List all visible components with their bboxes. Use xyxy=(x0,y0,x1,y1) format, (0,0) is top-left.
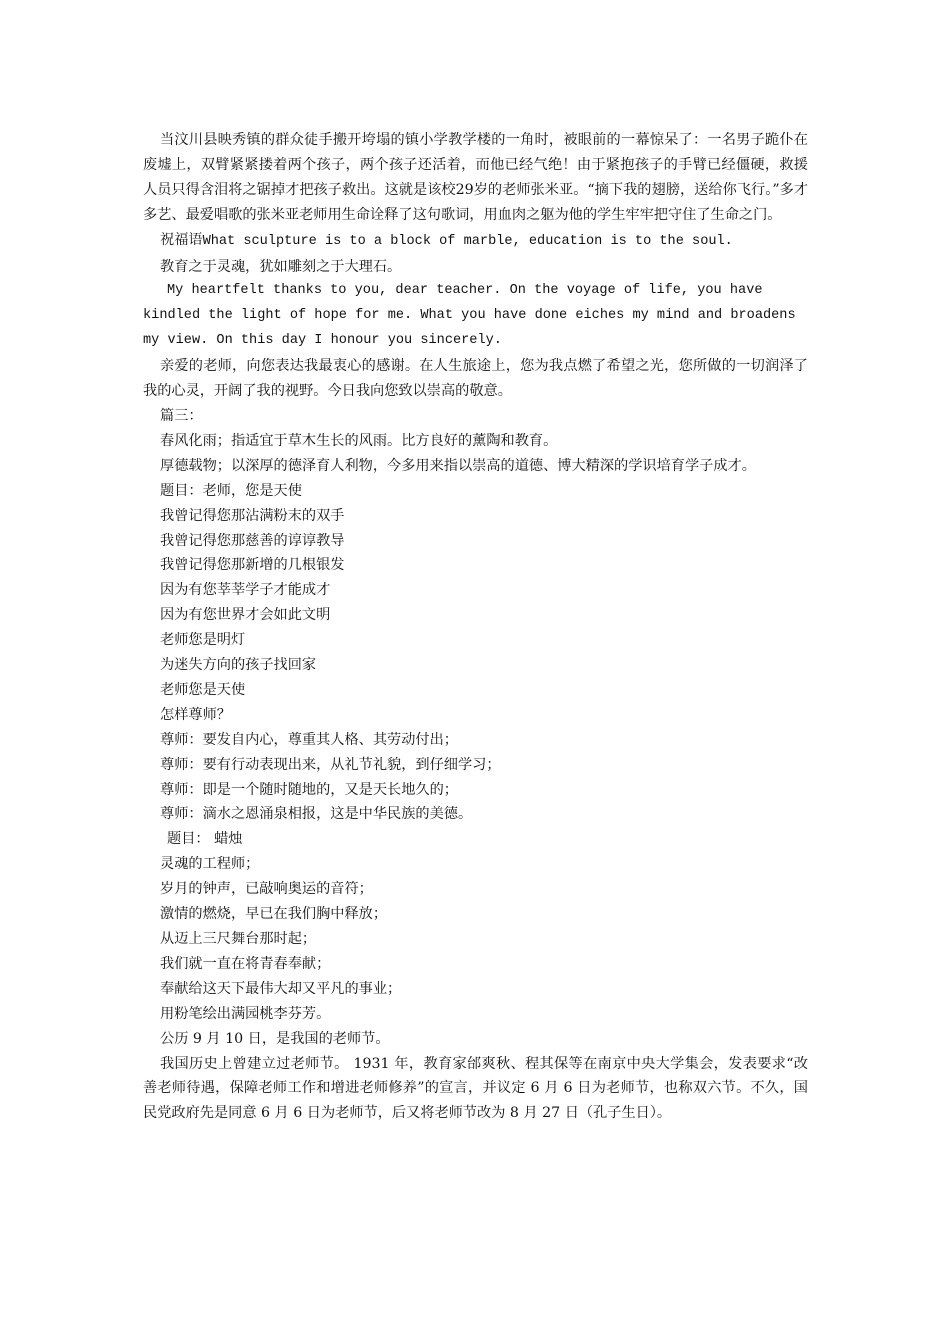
paragraph-blessing-en xyxy=(143,228,808,255)
paragraph-chunfeng-huayu: 春风化雨；指适宜于草木生长的风雨。比方良好的薰陶和教育。 xyxy=(160,432,558,449)
paragraph-zhang-miya-story: 当汶川县映秀镇的群众徒手搬开垮塌的镇小学教学楼的一角时，被眼前的一幕惊呆了：一名男子跪仆在废墟上，双臂紧紧搂着两个孩子，两个孩子还活着，而他已经气绝！由于紧抱孩子的手臂已经僵硬，救援人员只得含泪将之锯掉才把孩子救出。这就是该校29岁的老师张米亚。“摘下我的翅膀，送给你飞行。”多才多艺、最爱唱歌的张米亚老师用生命诠释了这句歌词，用血肉之躯为他的学生牢牢把守住了生命之门。 xyxy=(143,132,808,223)
poem-line: 用粉笔绘出满园桃李芬芳。 xyxy=(160,1005,331,1022)
poem-line: 激情的燃烧，早已在我们胸中释放； xyxy=(160,906,388,923)
respect-item: 尊师：即是一个随时随地的，又是天长地久的； xyxy=(160,781,458,798)
poem-line: 灵魂的工程师； xyxy=(160,856,260,873)
paragraph-thanks-zh: 亲爱的老师，向您表达我最衷心的感谢。在人生旅途上，您为我点燃了希望之光，您所做的一切润泽了我的心灵，开阔了我的视野。今日我向您致以崇高的敬意。 xyxy=(143,358,808,400)
document-page xyxy=(143,128,808,1126)
poem-line: 岁月的钟声，已敲响奥运的音符； xyxy=(160,881,373,898)
poem-line: 为迷失方向的孩子找回家 xyxy=(160,657,317,674)
poem-line: 老师您是明灯 xyxy=(160,632,246,649)
paragraph-blessing-zh: 教育之于灵魂，犹如雕刻之于大理石。 xyxy=(160,258,402,275)
question-how-to-respect: 怎样尊师？ xyxy=(160,706,231,723)
paragraph-houde-zaiwu: 厚德载物；以深厚的德泽育人利物，今多用来指以崇高的道德、博大精深的学识培育学子成才。 xyxy=(160,457,756,474)
poem-line: 从迈上三尺舞台那时起； xyxy=(160,931,317,947)
paragraph-teachers-day-history: 我国历史上曾建立过老师节。 1931 年，教育家邰爽秋、程其保等在南京中央大学集会，发表要求“改善老师待遇，保障老师工作和增进老师修养”的宣言，并议定 6 月 6 日为老师节，也称双六节。不久，国民党政府先是同意 6 月 6 日为老师节，后又将老师节改为 8 月 27 日（孔子生日）。 xyxy=(143,1055,808,1122)
blessing-english-quote: What sculpture is to a block of marble, education is to the soul. xyxy=(202,233,733,249)
poem-line: 我曾记得您那沾满粉末的双手 xyxy=(160,507,345,524)
blessing-label: 祝福语 xyxy=(160,231,203,248)
respect-item: 尊师：要发自内心，尊重其人格、其劳动付出； xyxy=(160,731,458,748)
section-heading-part-three: 篇三： xyxy=(160,407,203,424)
poem-line: 奉献给这天下最伟大却又平凡的事业； xyxy=(160,980,402,997)
poem-title-candle: 题目： 蜡烛 xyxy=(167,831,243,848)
poem-title-angel: 题目：老师，您是天使 xyxy=(160,482,302,499)
poem-line: 老师您是天使 xyxy=(160,681,246,698)
respect-item: 尊师：滴水之恩涌泉相报，这是中华民族的美德。 xyxy=(160,806,473,823)
respect-item: 尊师：要有行动表现出来，从礼节礼貌，到仔细学习； xyxy=(160,756,501,773)
poem-line: 我曾记得您那慈善的谆谆教导 xyxy=(160,532,345,549)
paragraph-teachers-day-date: 公历 9 月 10 日，是我国的老师节。 xyxy=(160,1030,390,1047)
poem-line: 我们就一直在将青春奉献； xyxy=(160,955,331,972)
poem-line: 因为有您世界才会如此文明 xyxy=(160,607,331,624)
poem-line: 我曾记得您那新增的几根银发 xyxy=(160,557,345,574)
paragraph-thanks-en: My heartfelt thanks to you, dear teacher. On the voyage of life, you have kindled the light of hope for me. What you have done eiches my mind and broadens my view. On this day I honour you sincerely. xyxy=(143,283,796,349)
poem-line: 因为有您莘莘学子才能成才 xyxy=(160,582,331,599)
